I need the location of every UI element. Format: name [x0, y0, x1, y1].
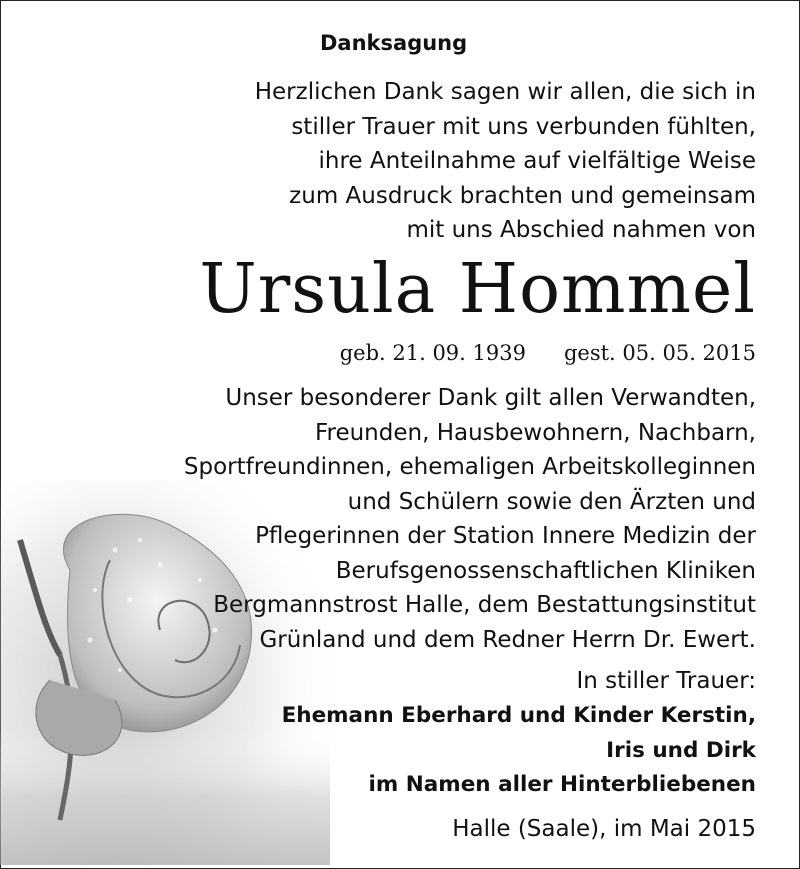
death-date: gest. 05. 05. 2015	[563, 341, 756, 365]
notice-heading: Danksagung	[320, 31, 468, 55]
intro-line: stiller Trauer mit uns verbunden fühlten,	[291, 113, 756, 140]
mourners-list	[236, 699, 756, 803]
mourner-line: im Namen aller Hinterbliebenen	[368, 772, 756, 797]
intro-line: Herzlichen Dank sagen wir allen, die sich in	[254, 79, 756, 105]
mourning-label: In stiller Trauer:	[576, 668, 756, 694]
intro-line: zum Ausdruck brachten und gemeinsam	[289, 182, 756, 209]
intro-line: mit uns Abschied nahmen von	[406, 217, 756, 243]
place-date: Halle (Saale), im Mai 2015	[452, 816, 756, 842]
thanks-line: Bergmannstrost Halle, dem Bestattungsinstitut	[213, 592, 756, 618]
deceased-name: Ursula Hommel	[199, 250, 756, 329]
mourner-line: Ehemann Eberhard und Kinder Kerstin,	[281, 703, 756, 728]
thanks-line: Freunden, Hausbewohnern, Nachbarn,	[314, 419, 756, 446]
thanks-line: Sportfreundinnen, ehemaligen Arbeitskolleginnen	[183, 454, 756, 480]
thanks-text	[136, 381, 756, 657]
intro-line: ihre Anteilnahme auf vielfältige Weise	[318, 148, 756, 174]
mourner-line: Iris und Dirk	[606, 737, 756, 763]
thanks-line: Berufsgenossenschaftlichen Kliniken	[335, 557, 756, 584]
birth-date: geb. 21. 09. 1939	[339, 341, 526, 365]
thanks-line: Unser besonderer Dank gilt allen Verwandten,	[225, 385, 756, 411]
thanks-line: Pflegerinnen der Station Innere Medizin der	[255, 523, 756, 549]
thanks-line: Grünland und dem Redner Herrn Dr. Ewert.	[259, 626, 756, 653]
thanks-line: und Schülern sowie den Ärzten und	[347, 488, 756, 515]
life-dates	[156, 336, 756, 370]
intro-text	[156, 75, 756, 248]
